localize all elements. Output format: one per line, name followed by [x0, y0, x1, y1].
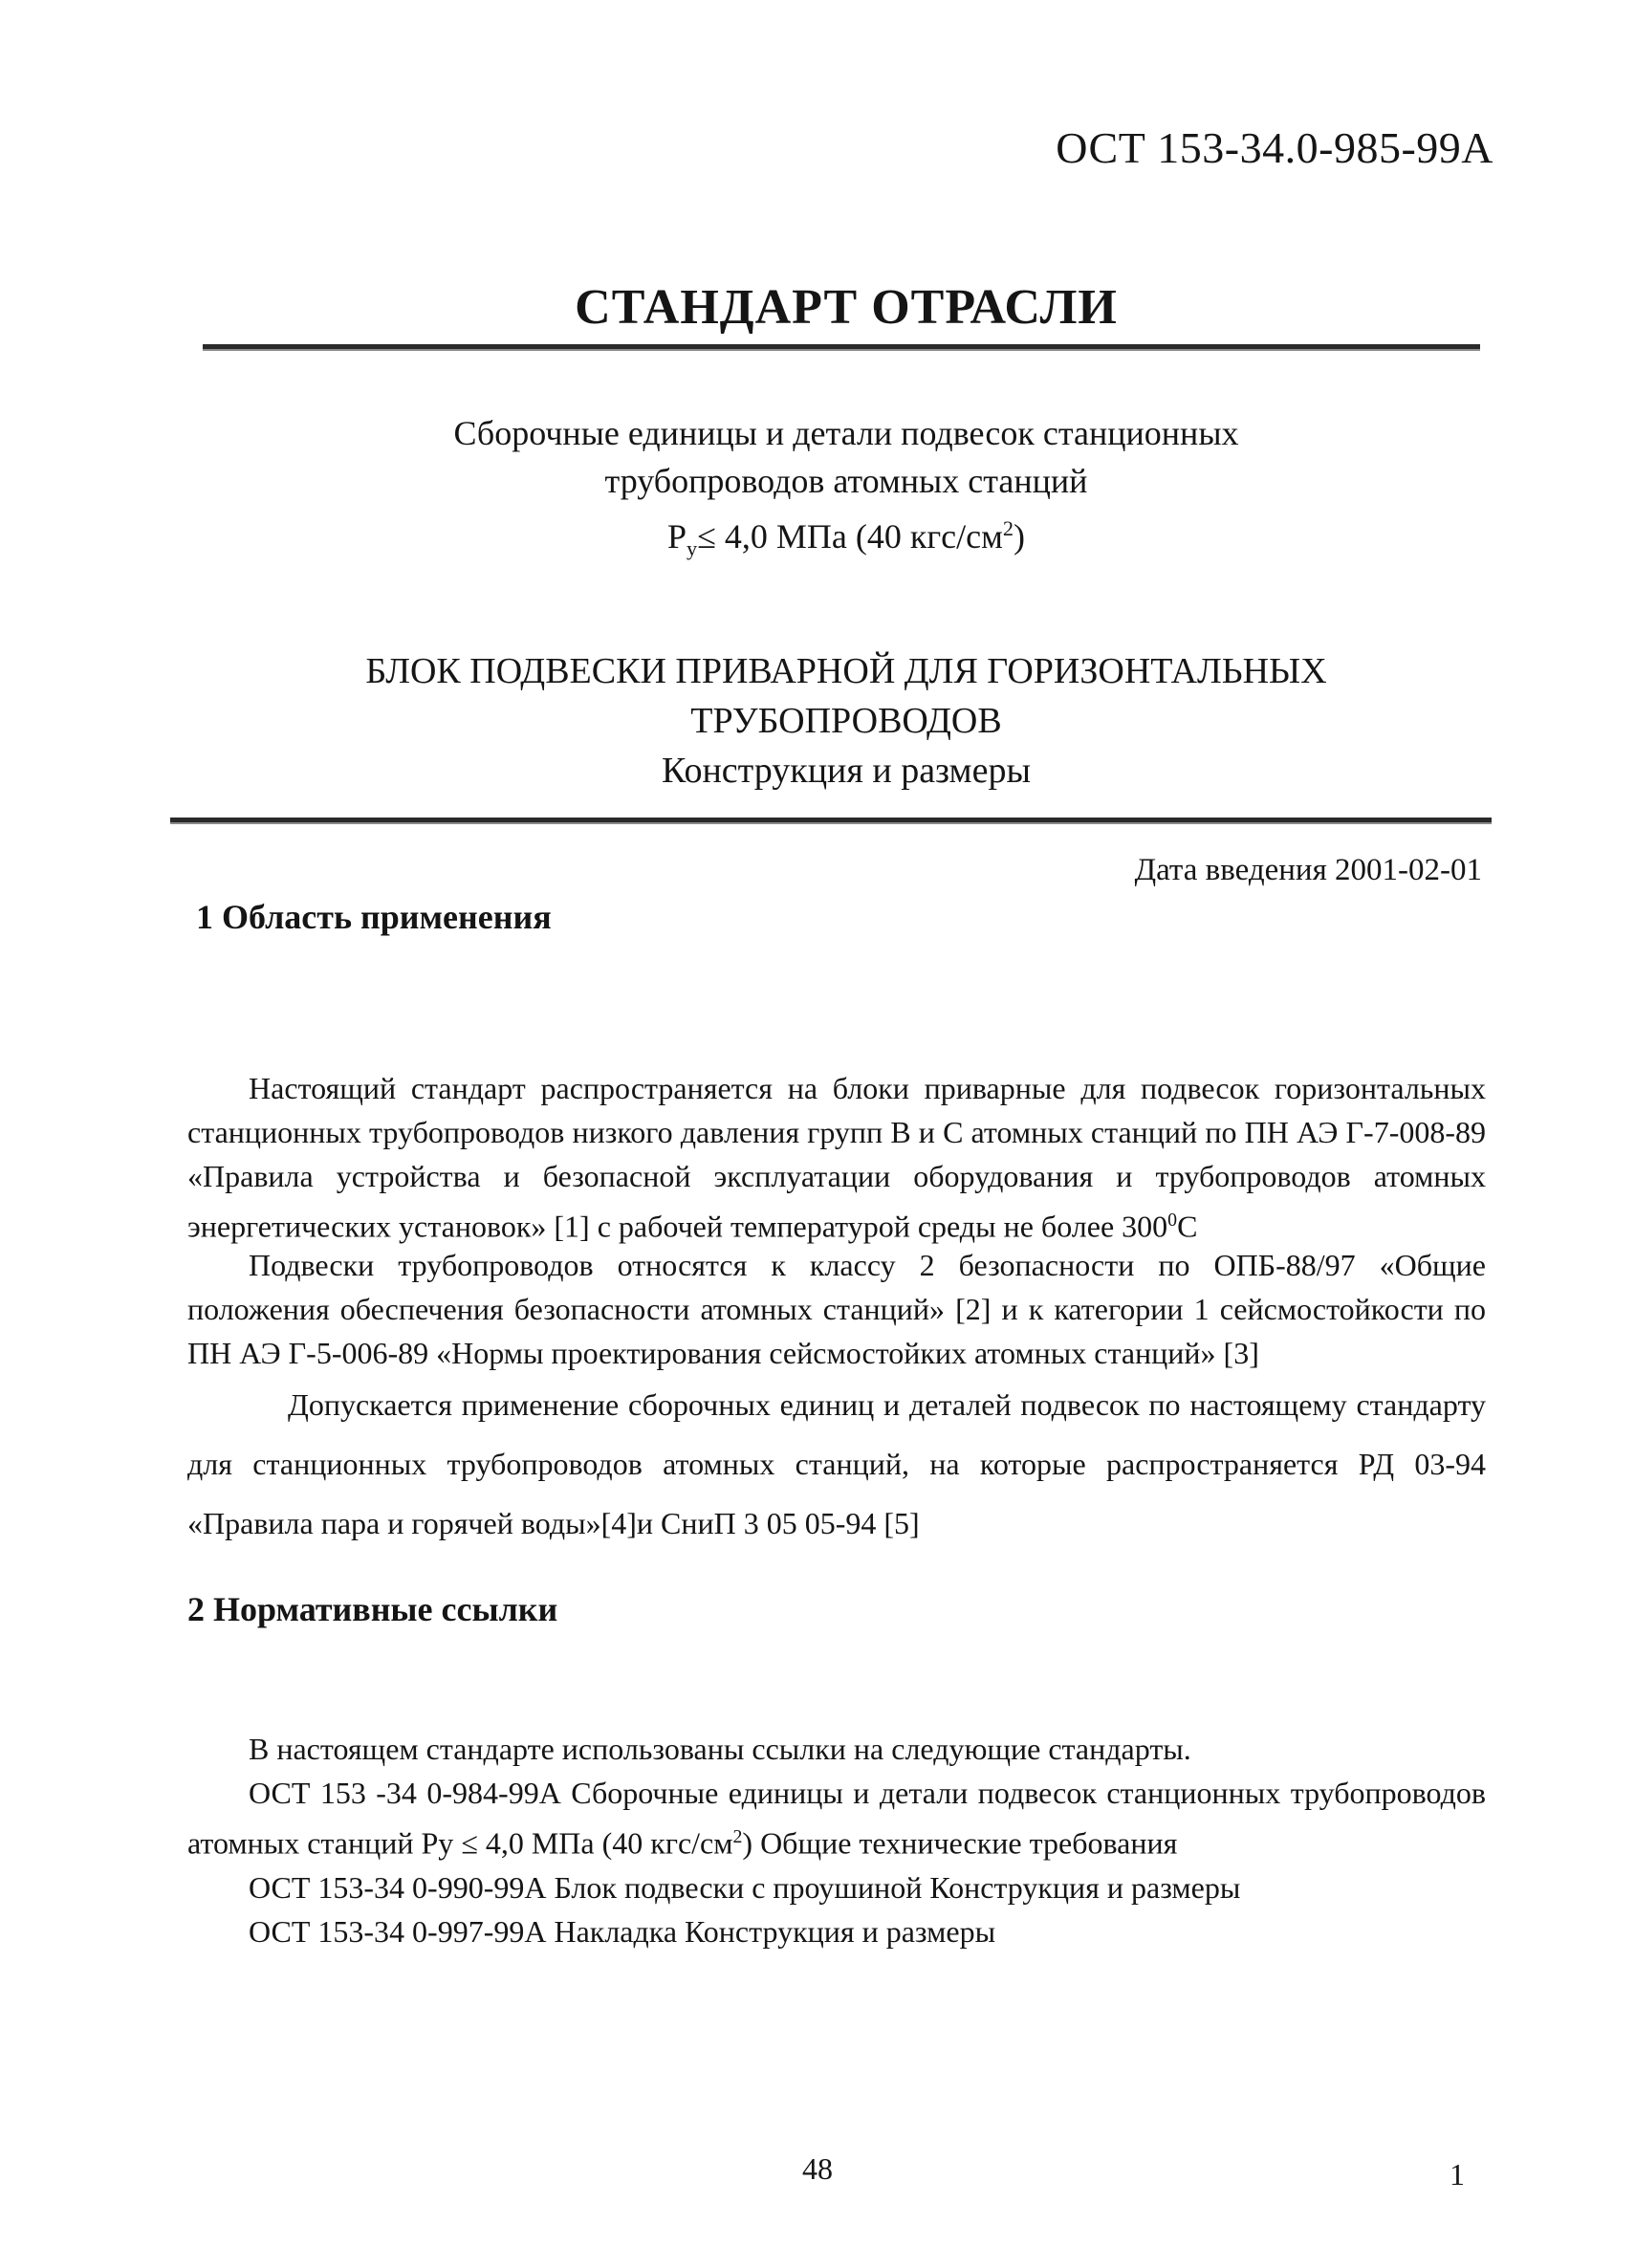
- scope-paragraph: Настоящий стандарт распространяется на блоки приварные для подвесок горизонтальных станционных трубопроводов низкого давления групп В и С атомных станций по ПН АЭ Г-7-008-89 «Правила устройства и безопасной эксплуатации оборудования и трубопроводов атомных энергетических установок» [1] с рабочей температурой среды не более $300^0С$: [187, 1071, 1486, 1244]
- subtitle-line: Сборочные единицы и детали подвесок станционных: [453, 414, 1239, 452]
- product-title-block: [0, 646, 1635, 796]
- section-heading-references: 2 Нормативные ссылки: [187, 1590, 558, 1628]
- subtitle-line: трубопроводов атомных станций: [604, 462, 1088, 500]
- references-list: [187, 1727, 1486, 1953]
- subtitle-block: [0, 409, 1635, 573]
- scope-paragraph: Подвески трубопроводов относятся к классу 2 безопасности по ОПБ-88/97 «Общие положения обеспечения безопасности атомных станций» [2] и к категории 1 сейсмостойкости по ПН АЭ Г-5-006-89 «Нормы проектирования сейсмостойких атомных станций» [3]: [187, 1248, 1486, 1370]
- introduction-date: Дата введения 2001-02-01: [1134, 853, 1482, 887]
- product-subtitle: Конструкция и размеры: [662, 751, 1031, 791]
- product-title-line: ТРУБОПРОВОДОВ: [690, 701, 1002, 741]
- document-title: СТАНДАРТ ОТРАСЛИ: [575, 280, 1118, 335]
- references-intro: В настоящем стандарте использованы ссылки на следующие стандарты.: [249, 1732, 1191, 1766]
- reference-item: ОСТ 153 -34 0-984-99А Сборочные единицы и детали подвесок станционных трубопроводов атомных станций Ру ≤ 4,0 МПа (40 кгс/$см^2$) Общие технические требования: [187, 1776, 1486, 1861]
- product-divider: [170, 818, 1492, 824]
- section-heading-scope: 1 Область применения: [196, 898, 552, 936]
- page-number: 48: [802, 2151, 833, 2186]
- sheet-number: 1: [1450, 2157, 1465, 2192]
- product-title-line: БЛОК ПОДВЕСКИ ПРИВАРНОЙ ДЛЯ ГОРИЗОНТАЛЬНЫХ: [365, 651, 1327, 691]
- pressure-rating: $Р_у\le 4,0$ МПа (40 кгс/$см^2$): [666, 516, 1026, 561]
- document-number: ОСТ 153-34.0-985-99А: [1056, 123, 1493, 172]
- reference-item: ОСТ 153-34 0-997-99А Накладка Конструкция и размеры: [249, 1913, 996, 1949]
- title-divider: [203, 344, 1480, 351]
- reference-item: ОСТ 153-34 0-990-99А Блок подвески с проушиной Конструкция и размеры: [249, 1869, 1241, 1905]
- scope-paragraph: Допускается применение сборочных единиц и деталей подвесок по настоящему стандарту для станционных трубопроводов атомных станций, на которые распространяется РД 03-94 «Правила пара и горячей воды»[4]и СниП 3 05 05-94 [5]: [187, 1387, 1486, 1540]
